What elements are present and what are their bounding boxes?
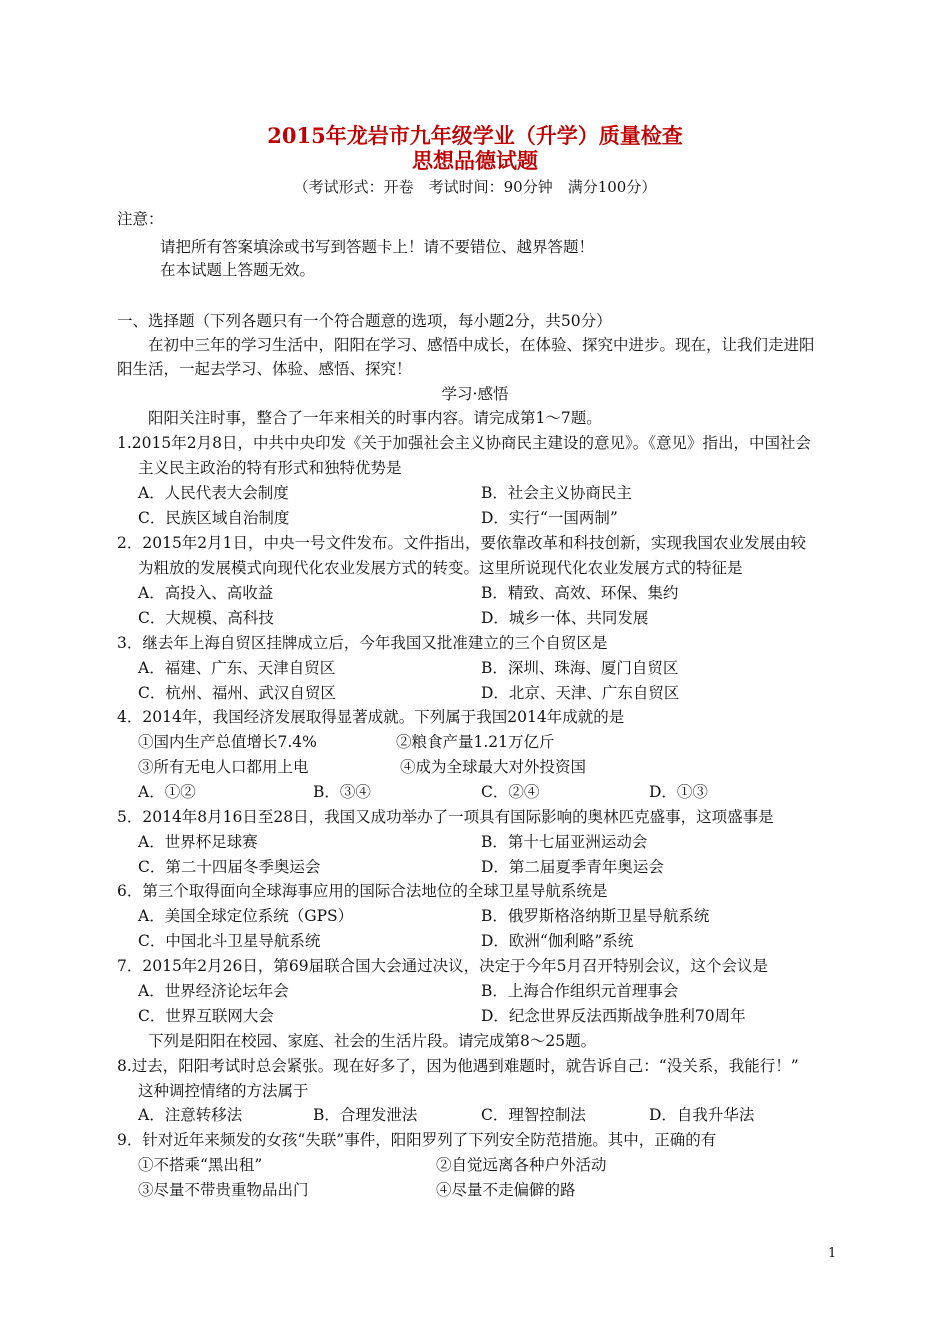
subject-title: 思想品德试题 (412, 148, 538, 173)
q7-option-d: D．纪念世界反法西斯战争胜利70周年 (481, 1007, 746, 1025)
q4-stem: 4．2014年，我国经济发展取得显著成就。下列属于我国2014年成就的是 (117, 708, 625, 726)
q8-stem-line-2: 这种调控情绪的方法属于 (138, 1082, 309, 1100)
q7-option-b: B．上海合作组织元首理事会 (481, 982, 679, 1000)
q7-option-c: C．世界互联网大会 (138, 1007, 274, 1025)
q5-option-b: B．第十七届亚洲运动会 (481, 833, 648, 851)
q2-option-a: A．高投入、高收益 (138, 584, 274, 602)
notice-label: 注意： (117, 210, 164, 228)
q4-item-1: ①国内生产总值增长7.4% (138, 733, 317, 751)
q1-option-b: B．社会主义协商民主 (481, 484, 632, 502)
q6-option-a: A．美国全球定位系统（GPS） (138, 907, 354, 925)
exam-info: （考试形式：开卷 考试时间：90分钟 满分100分） (293, 178, 657, 196)
q8-stem-line-1: 8.过去，阳阳考试时总会紧张。现在好多了，因为他遇到难题时，就告诉自己：“没关系，我能行！” (117, 1057, 799, 1075)
q4-option-d: D．①③ (649, 783, 708, 801)
q3-option-b: B．深圳、珠海、厦门自贸区 (481, 659, 679, 677)
q8-option-b: B．合理发泄法 (313, 1106, 418, 1124)
q6-option-c: C．中国北斗卫星导航系统 (138, 932, 321, 950)
q9-stem: 9．针对近年来频发的女孩“失联”事件，阳阳罗列了下列安全防范措施。其中，正确的有 (117, 1131, 717, 1149)
q7-option-a: A．世界经济论坛年会 (138, 982, 289, 1000)
q2-stem-line-1: 2．2015年2月1日，中央一号文件发布。文件指出，要依靠改革和科技创新，实现我国农业发展由较 (117, 534, 807, 552)
q2-stem-line-2: 为粗放的发展模式向现代化农业发展方式的转变。这里所说现代化农业发展方式的特征是 (138, 559, 743, 577)
q4-option-a: A．①② (138, 783, 196, 801)
q5-stem: 5．2014年8月16日至28日，我国又成功举办了一项具有国际影响的奥林匹克盛事，这项盛事是 (117, 808, 774, 826)
section-transition: 下列是阳阳在校园、家庭、社会的生活片段。请完成第8～25题。 (148, 1032, 597, 1050)
section-intro-1: 在初中三年的学习生活中，阳阳在学习、感悟中成长，在体验、探究中进步。现在，让我们走进阳 (148, 336, 815, 354)
q1-stem-line-2: 主义民主政治的特有形式和独特优势是 (138, 459, 402, 477)
q1-option-a: A．人民代表大会制度 (138, 484, 289, 502)
q1-option-d: D．实行“一国两制” (481, 509, 618, 527)
notice-line-2: 在本试题上答题无效。 (160, 261, 316, 279)
q5-option-d: D．第二届夏季青年奥运会 (481, 858, 664, 876)
q2-option-d: D．城乡一体、共同发展 (481, 609, 649, 627)
q4-item-4: ④成为全球最大对外投资国 (400, 758, 587, 776)
section-intro-2: 阳生活，一起去学习、体验、感悟、探究！ (117, 360, 412, 378)
q9-item-3: ③尽量不带贵重物品出门 (138, 1181, 309, 1199)
q4-item-3: ③所有无电人口都用上电 (138, 758, 309, 776)
q3-option-a: A．福建、广东、天津自贸区 (138, 659, 336, 677)
q4-item-2: ②粮食产量1.21万亿斤 (396, 733, 555, 751)
q2-option-c: C．大规模、高科技 (138, 609, 274, 627)
q6-option-d: D．欧洲“伽利略”系统 (481, 932, 634, 950)
q8-option-d: D．自我升华法 (649, 1106, 755, 1124)
section-heading: 一、选择题（下列各题只有一个符合题意的选项，每小题2分，共50分） (117, 312, 612, 330)
q7-stem: 7．2015年2月26日，第69届联合国大会通过决议，决定于今年5月召开特别会议，这个会议是 (117, 957, 768, 975)
q1-option-c: C．民族区域自治制度 (138, 509, 290, 527)
exam-title: 2015年龙岩市九年级学业（升学）质量检查 (267, 123, 683, 148)
q6-stem: 6．第三个取得面向全球海事应用的国际合法地位的全球卫星导航系统是 (117, 882, 608, 900)
q4-option-c: C．②④ (481, 783, 540, 801)
sub-intro: 阳阳关注时事，整合了一年来相关的时事内容。请完成第1～7题。 (148, 409, 602, 427)
q3-option-c: C．杭州、福州、武汉自贸区 (138, 684, 336, 702)
q2-option-b: B．精致、高效、环保、集约 (481, 584, 679, 602)
q3-option-d: D．北京、天津、广东自贸区 (481, 684, 680, 702)
q8-option-a: A．注意转移法 (138, 1106, 243, 1124)
q8-option-c: C．理智控制法 (481, 1106, 586, 1124)
q9-item-2: ②自觉远离各种户外活动 (436, 1156, 607, 1174)
sub-heading: 学习·感悟 (441, 385, 509, 403)
notice-line-1: 请把所有答案填涂或书写到答题卡上！请不要错位、越界答题！ (160, 238, 595, 256)
q5-option-a: A．世界杯足球赛 (138, 833, 258, 851)
page-number: 1 (828, 1246, 837, 1261)
q4-option-b: B．③④ (313, 783, 371, 801)
q5-option-c: C．第二十四届冬季奥运会 (138, 858, 321, 876)
q9-item-1: ①不搭乘“黑出租” (138, 1156, 263, 1174)
q1-stem-line-1: 1.2015年2月8日，中共中央印发《关于加强社会主义协商民主建设的意见》。《意见》指出，中国社会 (117, 434, 811, 452)
q9-item-4: ④尽量不走偏僻的路 (436, 1181, 576, 1199)
q3-stem: 3．继去年上海自贸区挂牌成立后，今年我国又批准建立的三个自贸区是 (117, 634, 608, 652)
q6-option-b: B．俄罗斯格洛纳斯卫星导航系统 (481, 907, 710, 925)
